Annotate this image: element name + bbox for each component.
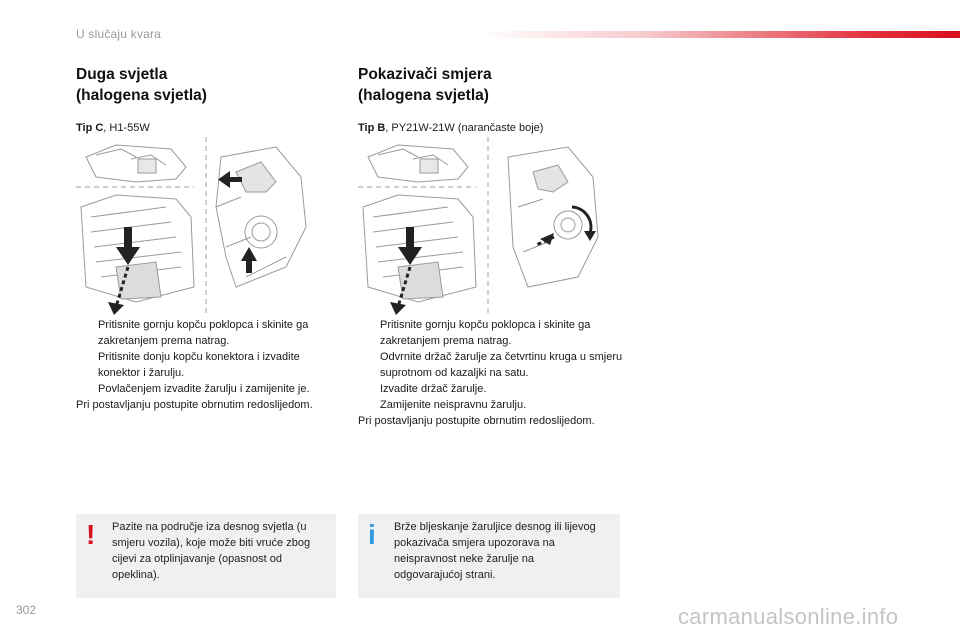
info-notice <box>358 514 620 598</box>
list-item: Pritisnite gornju kopču poklopca i skinite ga zakretanjem prema natrag. <box>98 319 309 347</box>
indicators-title: Pokazivači smjera (halogena svjetla) <box>358 66 492 104</box>
high-beam-title: Duga svjetla (halogena svjetla) <box>76 66 207 104</box>
list-item: Povlačenjem izvadite žarulju i zamijenite je. <box>98 383 310 395</box>
warning-icon: ! <box>86 519 96 550</box>
list-item: Pritisnite donju kopču konektora i izvadite konektor i žarulju. <box>98 351 300 379</box>
high-beam-illustration <box>76 137 336 315</box>
info-text: Brže bljeskanje žaruljice desnog ili lijevog pokazivača smjera upozorava na neispravnost neke žarulje na odgovarajućoj strani. <box>394 521 596 581</box>
warning-notice <box>76 514 336 598</box>
list-item: Odvrnite držač žarulje za četvrtinu kruga u smjeru suprotnom od kazaljki na satu. <box>380 351 623 379</box>
indicators-illustration <box>358 137 618 315</box>
list-item: Pritisnite gornju kopču poklopca i skinite ga zakretanjem prema natrag. <box>380 319 591 347</box>
reassembly-note: Pri postavljanju postupite obrnutim redoslijedom. <box>76 399 313 411</box>
running-header: U slučaju kvara <box>76 27 162 41</box>
info-icon: i <box>368 519 376 550</box>
page-number: 302 <box>16 603 37 617</box>
high-beam-steps <box>76 317 344 413</box>
watermark: carmanualsonline.info <box>678 604 899 629</box>
high-beam-bulb-type: Tip C, H1-55W <box>76 122 150 134</box>
reassembly-note: Pri postavljanju postupite obrnutim redoslijedom. <box>358 415 595 427</box>
list-item: Zamijenite neispravnu žarulju. <box>380 399 527 411</box>
warning-text: Pazite na područje iza desnog svjetla (u smjeru vozila), koje može biti vruće zbog cijevi za otplinjavanje (opasnost od opeklina). <box>112 521 311 581</box>
header-accent-bar <box>480 31 960 38</box>
indicators-steps <box>358 317 626 429</box>
indicators-bulb-type: Tip B, PY21W-21W (narančaste boje) <box>358 122 544 134</box>
list-item: Izvadite držač žarulje. <box>380 383 487 395</box>
column-indicators <box>358 64 628 427</box>
column-high-beam <box>76 64 346 411</box>
